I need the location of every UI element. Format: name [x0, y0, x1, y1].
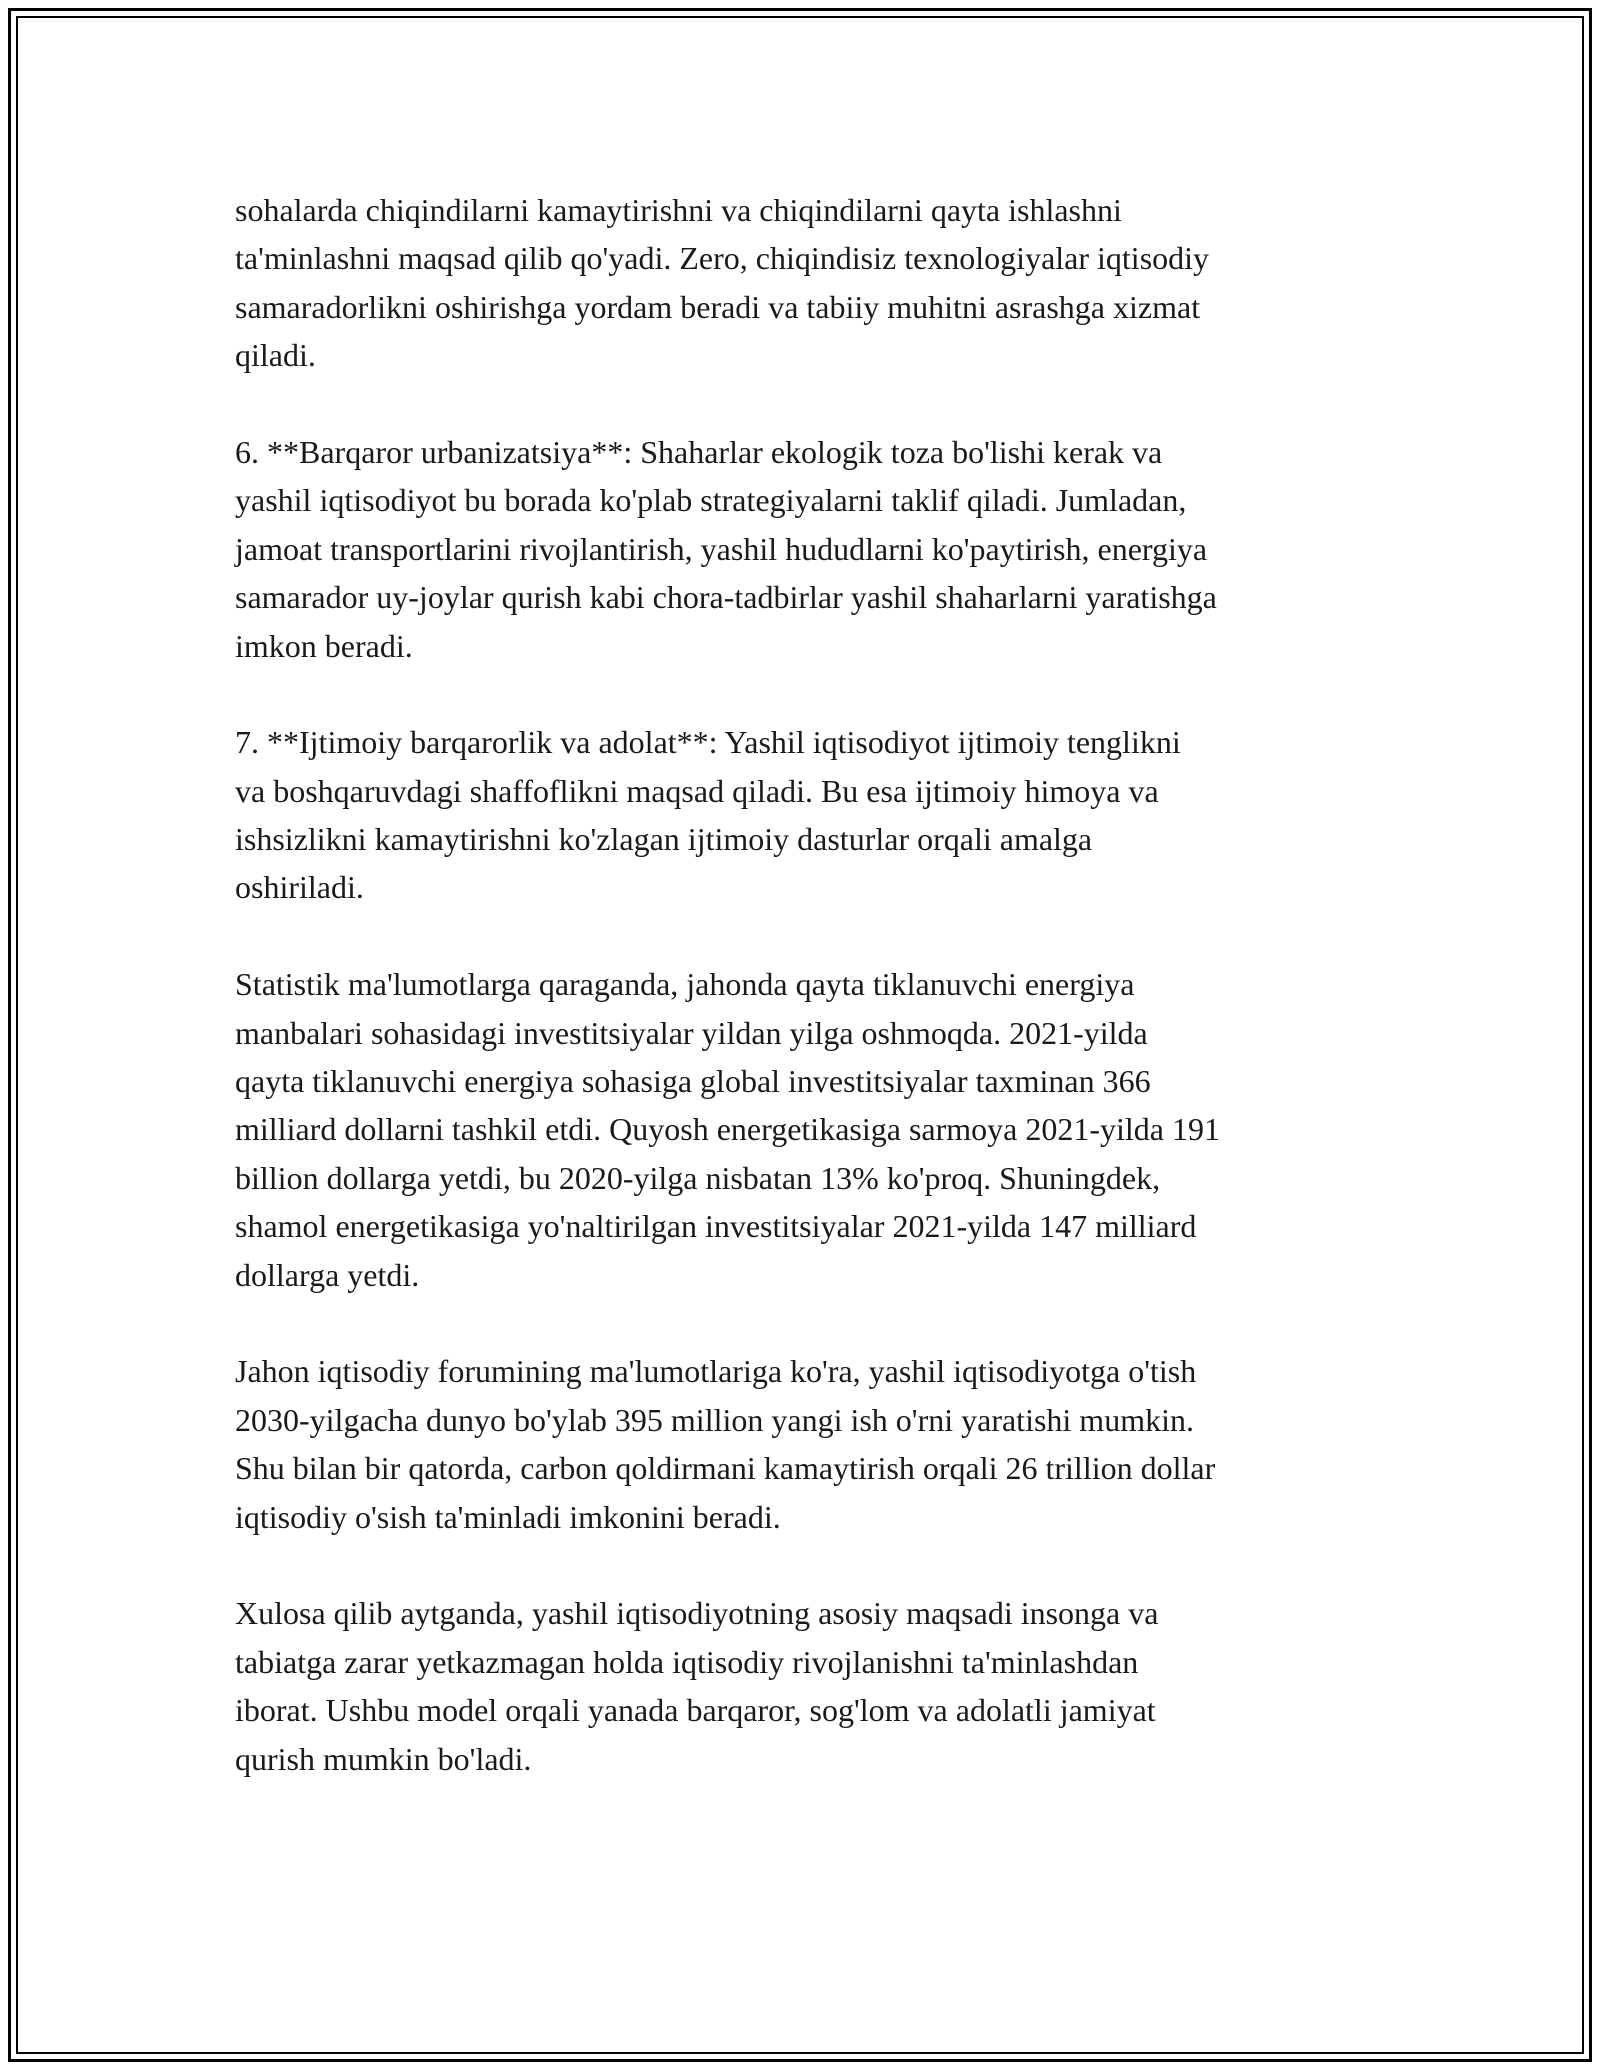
text-line: Statistik ma'lumotlarga qaraganda, jahonda qayta tiklanuvchi energiya — [235, 966, 1135, 1003]
text-line: Xulosa qilib aytganda, yashil iqtisodiyotning asosiy maqsadi insonga va — [235, 1595, 1159, 1632]
document-body — [235, 186, 1375, 1831]
paragraph-sustainable-urbanization — [235, 428, 1375, 670]
paragraph-conclusion — [235, 1589, 1375, 1783]
text-line: iqtisodiy o'sish ta'minladi imkonini beradi. — [235, 1498, 781, 1535]
paragraph-statistics — [235, 960, 1375, 1299]
text-line: tabiatga zarar yetkazmagan holda iqtisodiy rivojlanishni ta'minlashdan — [235, 1643, 1139, 1680]
text-line: iborat. Ushbu model orqali yanada barqaror, sog'lom va adolatli jamiyat — [235, 1692, 1156, 1729]
text-line: Jahon iqtisodiy forumining ma'lumotlariga ko'ra, yashil iqtisodiyotga o'tish — [235, 1353, 1197, 1390]
text-line: ishsizlikni kamaytirishni ko'zlagan ijtimoiy dasturlar orqali amalga — [235, 821, 1093, 858]
text-line: imkon beradi. — [235, 627, 413, 664]
text-line: ta'minlashni maqsad qilib qo'yadi. Zero, chiqindisiz texnologiyalar iqtisodiy — [235, 240, 1210, 277]
paragraph-world-economic-forum — [235, 1347, 1375, 1541]
text-line: qayta tiklanuvchi energiya sohasiga global investitsiyalar taxminan 366 — [235, 1063, 1151, 1100]
paragraph-waste-reduction — [235, 186, 1375, 380]
text-line: qurish mumkin bo'ladi. — [235, 1740, 532, 1777]
text-line: yashil iqtisodiyot bu borada ko'plab strategiyalarni taklif qiladi. Jumladan, — [235, 482, 1187, 519]
text-line: Shu bilan bir qatorda, carbon qoldirmani kamaytirish orqali 26 trillion dollar — [235, 1450, 1216, 1487]
text-line: sohalarda chiqindilarni kamaytirishni va chiqindilarni qayta ishlashni — [235, 192, 1122, 228]
text-line: qiladi. — [235, 337, 316, 374]
text-line: dollarga yetdi. — [235, 1256, 420, 1293]
text-line: oshiriladi. — [235, 869, 364, 906]
text-line: samaradorlikni oshirishga yordam beradi va tabiiy muhitni asrashga xizmat — [235, 288, 1201, 325]
text-line: 6. **Barqaror urbanizatsiya**: Shaharlar ekologik toza bo'lishi kerak va — [235, 433, 1163, 470]
text-line: shamol energetikasiga yo'naltirilgan investitsiyalar 2021-yilda 147 milliard — [235, 1208, 1197, 1245]
text-line: samarador uy-joylar qurish kabi chora-tadbirlar yashil shaharlarni yaratishga — [235, 579, 1217, 616]
text-line: manbalari sohasidagi investitsiyalar yildan yilga oshmoqda. 2021-yilda — [235, 1014, 1148, 1051]
text-line: milliard dollarni tashkil etdi. Quyosh energetikasiga sarmoya 2021-yilda 191 — [235, 1111, 1220, 1148]
text-line: 7. **Ijtimoiy barqarorlik va adolat**: Yashil iqtisodiyot ijtimoiy tenglikni — [235, 724, 1181, 761]
text-line: 2030-yilgacha dunyo bo'ylab 395 million yangi ish o'rni yaratishi mumkin. — [235, 1401, 1194, 1438]
text-line: jamoat transportlarini rivojlantirish, yashil hududlarni ko'paytirish, energiya — [235, 530, 1208, 567]
text-line: va boshqaruvdagi shaffoflikni maqsad qiladi. Bu esa ijtimoiy himoya va — [235, 772, 1159, 809]
paragraph-social-sustainability — [235, 718, 1375, 912]
text-line: billion dollarga yetdi, bu 2020-yilga nisbatan 13% ko'proq. Shuningdek, — [235, 1159, 1161, 1196]
